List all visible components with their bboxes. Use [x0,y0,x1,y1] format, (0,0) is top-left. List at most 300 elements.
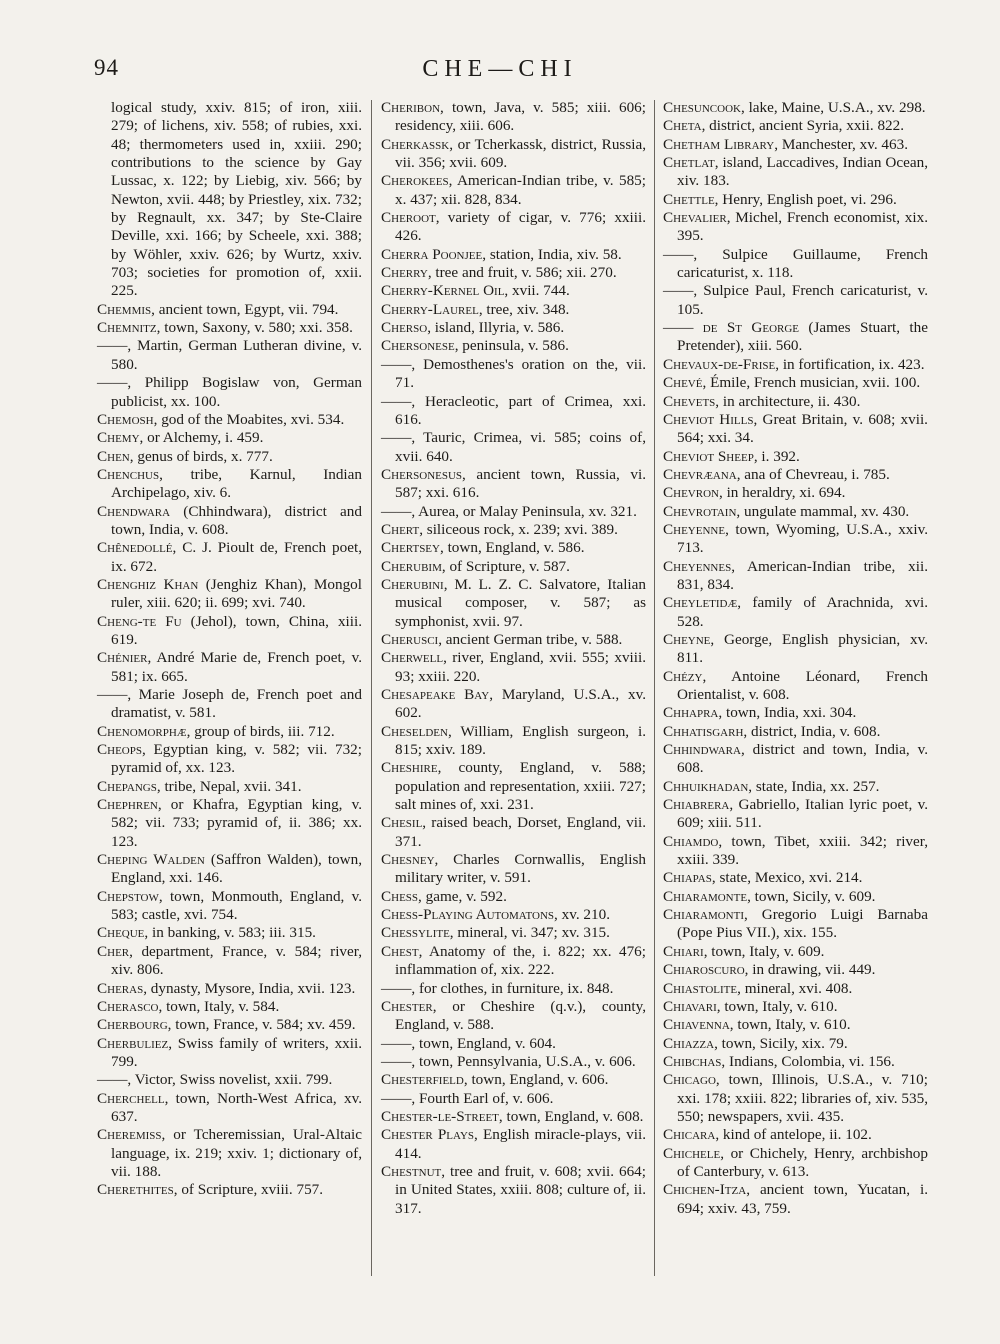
entry-headword: —— [97,374,128,392]
index-entry [381,1090,646,1108]
entry-headword: Chesil [381,814,423,832]
entry-text: , Gregorio Luigi Barnaba (Pope Pius VII.), xix. 155. [677,906,928,942]
entry-text: , town, France, v. 584; xv. 459. [167,1016,356,1034]
entry-headword: Chiari [663,942,704,960]
entry-text: , Gabriello, Italian lyric poet, v. 609; xiii. 511. [677,796,928,832]
index-entry [663,1035,928,1053]
index-entry [381,319,646,337]
entry-text: , town, Italy, v. 584. [158,997,280,1015]
index-entry [663,906,928,943]
entry-headword: Chézy [663,667,703,685]
index-column-3 [663,99,928,1218]
entry-headword: Chemnitz [97,319,157,337]
index-entry [663,484,928,502]
entry-headword: Chhapra [663,704,719,722]
index-entry [381,943,646,980]
entry-text: , Émile, French musician, xvii. 100. [702,374,921,392]
entry-text: , peninsula, v. 586. [454,337,569,355]
index-entry [663,99,928,117]
index-entry [663,631,928,668]
entry-text: , genus of birds, x. 777. [129,447,273,465]
index-entry [663,558,928,595]
entry-headword: Cherusci [381,630,439,648]
entry-headword: Cheselden [381,722,448,740]
index-entry [663,191,928,209]
index-entry [381,466,646,503]
entry-text: , Aurea, or Malay Peninsula, xv. 321. [411,502,637,520]
entry-text: , tribe, Karnul, Indian Archipelago, xiv. 6. [111,465,362,502]
index-entry [663,943,928,961]
index-column-2 [381,99,646,1218]
entry-text: , in architecture, ii. 430. [715,392,861,410]
entry-text: , tree, xiv. 348. [478,300,570,318]
entry-headword: Chibchas [663,1052,722,1070]
entry-text: , ancient town, Russia, vi. 587; xxi. 616. [395,465,646,502]
entry-text: , American-Indian tribe, v. 585; x. 437; xii. 828, 834. [395,172,646,208]
index-entry [97,374,362,411]
entry-text: , town, Saxony, v. 580; xxi. 358. [156,319,353,337]
entry-headword: Chen [97,447,130,465]
entry-text: , or Khafra, Egyptian king, v. 582; vii. 733; pyramid of, ii. 386; xx. 123. [111,796,362,850]
entry-headword: Cheviot Sheep [663,447,754,465]
index-entry [381,429,646,466]
entry-headword: Chiaramonti [663,906,745,924]
entry-headword: Cherra Poonjee [381,245,483,263]
entry-headword: Chiaroscuro [663,961,745,979]
entry-headword: Chersonese [381,337,455,355]
entry-headword: —— [97,686,128,703]
entry-text: , god of the Moabites, xvi. 534. [153,410,345,428]
index-entry [381,99,646,136]
entry-headword: Chestnut [381,1162,442,1180]
index-entry [663,668,928,705]
index-entry [97,337,362,374]
index-entry [97,319,362,337]
page-number: 94 [94,55,119,80]
entry-headword: Cherry-Laurel [381,300,479,318]
entry-text: , Indians, Colombia, vi. 156. [721,1052,895,1070]
entry-text: , Sulpice Paul, French caricaturist, v. 105. [677,282,928,318]
index-entry [97,649,362,686]
entry-text: , xvii. 744. [504,282,570,300]
entry-headword: Cheng-te Fu [97,612,182,630]
entry-headword: Cherokees [381,172,449,190]
entry-text: , town, Tibet, xxiii. 342; river, xxiii. 339. [677,832,928,869]
entry-headword: Chester Plays [381,1126,475,1144]
entry-text: , town, India, xxi. 304. [718,704,857,722]
entry-headword: —— [381,1034,412,1052]
entry-text: , lake, Maine, U.S.A., xv. 298. [740,99,926,116]
index-entry [663,1016,928,1034]
entry-text: , in drawing, vii. 449. [744,961,876,979]
entry-headword: —— [663,245,694,263]
entry-headword: —— [381,1052,412,1070]
entry-headword: Chephren [97,796,158,814]
entry-text: , of Scripture, v. 587. [441,557,570,575]
entry-headword: —— [663,282,694,300]
entry-text: , in banking, v. 583; iii. 315. [144,924,316,942]
index-entry [663,209,928,246]
entry-headword: Chevaux-de-Frise [663,355,776,373]
index-entry [663,466,928,484]
entry-text: , town, Italy, v. 609. [703,942,825,960]
index-entry [97,980,362,998]
index-entry [97,1016,362,1034]
entry-text: , in heraldry, xi. 694. [718,484,846,502]
entry-headword: Chesuncook [663,99,741,116]
entry-text: , siliceous rock, x. 239; xvi. 389. [419,520,618,538]
index-entry [97,1035,362,1072]
entry-headword: —— [381,1089,412,1107]
entry-text: (Jehol), town, China, xiii. 619. [111,612,362,648]
entry-headword: —— [381,392,412,410]
entry-text: (Jenghiz Khan), Mongol ruler, xiii. 620; ii. 699; xvi. 740. [111,575,362,612]
index-entry [381,136,646,173]
entry-headword: Chénier [97,649,148,667]
index-entry [97,1126,362,1181]
entry-headword: —— [97,1071,128,1089]
entry-headword: Chiamdo [663,832,719,850]
index-entry [381,631,646,649]
entry-headword: Chiavari [663,997,717,1015]
index-entry [97,466,362,503]
entry-headword: Chettle [663,190,715,208]
index-entry [381,246,646,264]
entry-headword: Chichen-Itza [663,1181,747,1199]
entry-headword: Chiaramonte [663,887,748,905]
index-entry [381,209,646,246]
entry-text: , Demosthenes's oration on the, vii. 71. [395,355,646,392]
entry-headword: —— [381,502,412,520]
entry-headword: Cherry [381,264,428,282]
entry-text: , Tauric, Crimea, vi. 585; coins of, xvii. 640. [395,429,646,465]
entry-text: , Martin, German Lutheran divine, v. 580. [111,337,362,373]
index-entry [97,576,362,613]
entry-headword: Chest [381,942,419,960]
index-entry [381,264,646,282]
index-entry [381,539,646,557]
running-head: CHE—CHI [422,56,578,82]
index-entry [97,1181,362,1199]
index-entry [663,888,928,906]
entry-headword: Chiavenna [663,1016,730,1034]
entry-text: , town, Sicily, xix. 79. [714,1034,848,1052]
entry-text: , Fourth Earl of, v. 606. [411,1089,554,1107]
index-entry [97,429,362,447]
index-entry [97,686,362,723]
entry-text: (James Stuart, the Pretender), xiii. 560. [677,319,928,355]
entry-text: , state, India, xx. 257. [748,777,880,795]
index-entry [97,411,362,429]
index-entry [97,539,362,576]
entry-headword: Chester-le-Street [381,1107,499,1125]
index-entry [381,998,646,1035]
entry-headword: —— de St George [663,319,800,337]
index-entry [663,594,928,631]
entry-headword: Chessylite [381,924,450,942]
entry-headword: Chhindwara [663,741,741,759]
index-entry [381,337,646,355]
entry-text: , Sulpice Guillaume, French caricaturist, x. 118. [677,245,928,282]
entry-text: , district, ancient Syria, xxii. 822. [701,117,905,135]
entry-text: , district, India, v. 608. [743,722,881,740]
index-entry [663,833,928,870]
index-entry [97,1071,362,1089]
entry-text: , Antoine Léonard, French Orientalist, v. 608. [677,667,928,703]
index-entry [381,503,646,521]
index-entry [97,778,362,796]
entry-text: , ungulate mammal, xv. 430. [736,502,910,520]
entry-text: , xv. 210. [554,906,611,924]
index-entry [381,1126,646,1163]
entry-text: , town, Pennsylvania, U.S.A., v. 606. [411,1052,636,1070]
index-entry [381,521,646,539]
index-entry [381,924,646,942]
entry-text: , or Tcherkassk, district, Russia, vii. 356; xvii. 609. [395,135,646,172]
entry-headword: Chevron [663,484,719,502]
index-entry [381,759,646,814]
entry-text: , Maryland, U.S.A., xv. 602. [395,686,646,722]
entry-text: (Chhindwara), district and town, India, v. 608. [111,502,362,538]
entry-headword: —— [381,355,412,373]
index-entry [381,814,646,851]
entry-headword: Chicara [663,1126,716,1144]
entry-headword: Cherubini [381,575,444,593]
entry-text: , in fortification, ix. 423. [775,355,925,373]
index-entry [663,282,928,319]
entry-text: , town, England, v. 606. [463,1071,609,1089]
index-entry [97,924,362,942]
index-entry [663,374,928,392]
entry-text: , variety of cigar, v. 776; xxiii. 426. [395,209,646,245]
entry-headword: Chetlat [663,154,715,172]
entry-headword: Cheviot Hills [663,410,754,428]
entry-text: , or Tcheremissian, Ural-Altaic language, ix. 219; xxiv. 1; dictionary of, vii. 188. [111,1126,362,1180]
entry-headword: Cherchell [97,1089,165,1107]
entry-headword: Chenomorphæ [97,722,187,740]
entry-text: , Marie Joseph de, French poet and dramatist, v. 581. [111,686,362,722]
entry-headword: Chendwara [97,502,171,520]
entry-headword: Chenghiz Khan [97,575,199,593]
index-entry [381,356,646,393]
entry-headword: Cheroot [381,209,436,227]
entry-headword: —— [381,979,412,997]
entry-text: , or Alchemy, i. 459. [139,429,264,447]
entry-headword: Chhatisgarh [663,722,744,740]
entry-text: , dynasty, Mysore, India, xvii. 123. [143,979,356,997]
entry-text: , Michel, French economist, xix. 395. [677,209,928,245]
entry-text: , raised beach, Dorset, England, vii. 371. [395,814,646,850]
entry-text: , mineral, vi. 347; xv. 315. [449,924,610,942]
index-entry [97,796,362,851]
index-entry [663,741,928,778]
index-entry [663,246,928,283]
index-entry [381,906,646,924]
entry-text: , town, England, v. 604. [411,1034,556,1052]
entry-text: , department, France, v. 584; river, xiv. 806. [111,942,362,979]
entry-headword: Cherasco [97,997,159,1015]
index-entry [663,319,928,356]
entry-text: , tribe, Nepal, xvii. 341. [156,777,302,795]
entry-text: , town, Italy, v. 610. [716,997,838,1015]
entry-headword: —— [97,337,128,355]
index-entry [97,998,362,1016]
entry-text: , ancient town, Yucatan, i. 694; xxiv. 43, 759. [677,1181,928,1217]
index-entry [97,301,362,319]
index-entry [381,1108,646,1126]
entry-text: , family of Arachnida, xvi. 528. [677,594,928,630]
entry-headword: Cher [97,942,130,960]
index-entry [97,851,362,888]
entry-headword: Chhuikhadan [663,777,749,795]
index-entry [381,1071,646,1089]
index-entry [381,1053,646,1071]
entry-text: , town, Italy, v. 610. [729,1016,851,1034]
entry-text: , town, Monmouth, England, v. 583; castle, xvi. 754. [111,887,362,924]
entry-text: , town, North-West Africa, xv. 637. [111,1089,362,1125]
entry-headword: Cheyne [663,630,711,648]
entry-headword: Cheremiss [97,1126,162,1144]
entry-headword: Chiabrera [663,796,730,814]
index-entry [663,723,928,741]
index-entry [663,1145,928,1182]
entry-headword: Chess-Playing Automatons [381,906,555,924]
index-entry [97,741,362,778]
index-entry [663,411,928,448]
entry-text: , island, Illyria, v. 586. [427,319,565,337]
entry-text: , André Marie de, French poet, v. 581; ix. 665. [111,649,362,685]
entry-headword: Chicago [663,1071,716,1089]
entry-headword: Chevræana [663,465,737,483]
index-entry [97,723,362,741]
entry-text: , district and town, India, v. 608. [677,741,928,777]
entry-headword: Cherwell [381,649,444,667]
entry-text: , of Scripture, xviii. 757. [173,1181,324,1199]
entry-headword: Cherkassk [381,135,450,153]
entry-headword: Chemosh [97,410,154,428]
entry-headword: Cheops [97,741,142,759]
entry-headword: Cherbuliez [97,1034,169,1052]
entry-text: , state, Mexico, xvi. 214. [711,869,863,887]
entry-text: logical study, xxiv. 815; of iron, xiii. 279; of lichens, xiv. 558; of rubies, xxi. 48; thermometers used in, xxiii. 290; contributions to the science by Gay Lussac, x. 122; by Liebig, xiv. 566; by Newton, xvii. 448; by Priestley, xix. 732; by Regnault, xx. 347; by Ste-Claire Deville, xxi. 166; by Scheele, xxi. 388; by Wöhler, xxiv. 626; by Wurtz, xxiv. 703; societies for promotion of, xxii. 225. [111,99,362,300]
entry-text: , Great Britain, v. 608; xvii. 564; xxi. 34. [677,410,928,447]
entry-headword: Chepangs [97,777,157,795]
entry-text: , or Chichely, Henry, archbishop of Canterbury, v. 613. [677,1144,928,1180]
index-entry [663,117,928,135]
entry-headword: Chevalier [663,209,727,227]
entry-text: , Victor, Swiss novelist, xxii. 799. [127,1071,333,1089]
entry-text: , ancient town, Egypt, vii. 794. [151,300,339,318]
entry-text: , tree and fruit, v. 586; xii. 270. [427,264,617,282]
entry-headword: Cherethites [97,1181,174,1199]
entry-headword: Cheribon [381,99,441,116]
entry-text: , group of birds, iii. 712. [186,722,335,740]
entry-text: , mineral, xvi. 408. [737,979,853,997]
entry-headword: Chert [381,520,420,538]
entry-headword: Chiazza [663,1034,715,1052]
index-entry [381,558,646,576]
column-rule-1 [371,100,372,1276]
index-entry [97,503,362,540]
entry-text: , i. 392. [753,447,800,465]
entry-text: , town, England, v. 608. [498,1107,644,1125]
index-entry [663,136,928,154]
entry-headword: Chesterfield [381,1071,464,1089]
entry-text: , island, Laccadives, Indian Ocean, xiv. 183. [677,154,928,190]
column-rule-2 [654,100,655,1276]
entry-headword: Chepstow [97,887,159,905]
entry-text: , tree and fruit, v. 608; xvii. 664; in United States, xxiii. 808; culture of, ii. 317. [395,1162,646,1217]
entry-headword: Cheque [97,924,145,942]
entry-text: , county, England, v. 588; population and representation, xxiii. 727; salt mines of, xxi. 231. [395,759,646,814]
entry-text: , for clothes, in furniture, ix. 848. [411,979,614,997]
entry-text: , Charles Cornwallis, English military writer, v. 591. [395,851,646,887]
index-entry [663,1053,928,1071]
entry-text: , William, English surgeon, i. 815; xxiv. 189. [395,722,646,759]
index-entry [663,961,928,979]
entry-headword: Cherso [381,319,428,337]
entry-text: , ancient German tribe, v. 588. [438,630,623,648]
entry-headword: Chesapeake Bay [381,686,490,703]
entry-headword: Chevé [663,374,703,392]
entry-text: , town, Illinois, U.S.A., v. 710; xxi. 178; xxiii. 822; libraries of, xiv. 535, 550; newspapers, xvii. 435. [677,1071,928,1125]
index-entry [381,723,646,760]
entry-text: , English miracle-plays, vii. 414. [395,1126,646,1162]
entry-headword: Chichele [663,1144,721,1162]
index-entry [97,448,362,466]
entry-headword: Cheras [97,979,144,997]
index-entry [381,980,646,998]
entry-headword: Cherbourg [97,1016,168,1034]
entry-headword: Cherry-Kernel Oil [381,282,505,300]
index-entry [663,448,928,466]
entry-text: , town, Wyoming, U.S.A., xxiv. 713. [677,520,928,557]
entry-headword: Chiastolite [663,979,738,997]
entry-text: , Philipp Bogislaw von, German publicist, xx. 100. [111,374,362,410]
index-entry [381,172,646,209]
entry-headword: Chemmis [97,300,152,318]
entry-headword: Cheyletidæ [663,594,738,612]
index-entry [381,576,646,631]
entry-text: , town, Java, v. 585; xiii. 606; residency, xiii. 606. [395,99,646,135]
entry-text: , or Cheshire (q.v.), county, England, v. 588. [395,997,646,1034]
entry-headword: Chemy [97,429,140,447]
entry-headword: Cheshire [381,759,438,777]
entry-headword: Chevets [663,392,716,410]
index-entry [381,1163,646,1218]
entry-text: , river, England, xvii. 555; xviii. 93; xxiii. 220. [395,649,646,685]
index-entry [663,796,928,833]
index-entry [381,686,646,723]
entry-headword: Chenchus [97,465,160,483]
index-entry [381,282,646,300]
index-entry [97,1090,362,1127]
index-entry [663,869,928,887]
entry-text: , town, Sicily, v. 609. [747,887,876,905]
entry-text: , Heracleotic, part of Crimea, xxi. 616. [395,392,646,428]
index-entry [381,1035,646,1053]
entry-text: , Swiss family of writers, xxii. 799. [111,1034,362,1070]
entry-headword: Chersonesus [381,465,463,483]
index-entry [663,1071,928,1126]
entry-text: , Anatomy of the, i. 822; xx. 476; inflammation of, xix. 222. [395,942,646,979]
index-entry [663,503,928,521]
index-entry [663,356,928,374]
index-entry [663,704,928,722]
entry-text: , M. L. Z. C. Salvatore, Italian musical composer, v. 587; as symphonist, xvii. 97. [395,575,646,630]
entry-headword: Chiapas [663,869,712,887]
entry-text: , Manchester, xv. 463. [774,135,909,153]
